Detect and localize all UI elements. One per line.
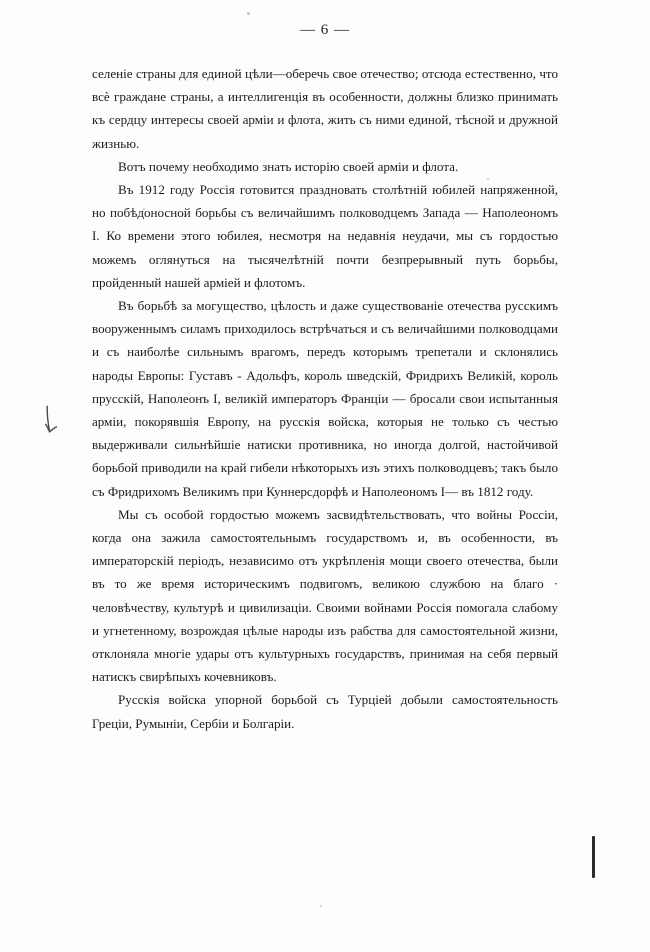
page-body-text bbox=[92, 62, 558, 735]
paper-speck bbox=[247, 12, 250, 15]
page-number: — 6 — bbox=[300, 22, 350, 38]
paragraph: Русскія войска упорной борьбой съ Турціей добыли самостоятельность Греціи, Румыніи, Сербіи и Болгаріи. bbox=[92, 692, 558, 731]
paragraph: селеніе страны для единой цѣли—оберечь свое отечество; отсюда естественно, что всѐ граждане страны, а интеллигенція въ особенности, должны близко принимать къ сердцу интересы своей арміи и флота, жить съ ними единой, тѣсной и дружной жизнью. bbox=[92, 66, 558, 151]
paragraph: Мы съ особой гордостью можемъ засвидѣтельствовать, что войны Россіи, когда она зажила самостоятельнымъ государствомъ и, въ особенности, въ императорскій періодъ, независимо отъ укрѣпленія мощи своего отечества, были въ то же время историческимъ подвигомъ, великою службою на благо · человѣчеству, культурѣ и цивилизаціи. Своими войнами Россія помогала слабому и угнетенному, возрождая цѣлые народы изъ рабства для самостоятельной жизни, отклоняла многіе удары отъ культурныхъ государствъ, принимая на себя первый натискъ свирѣпыхъ кочевниковъ. bbox=[92, 506, 558, 685]
margin-pen-mark-icon bbox=[40, 404, 63, 440]
paper-speck bbox=[320, 905, 322, 907]
paragraph: Въ 1912 году Россія готовится праздновать столѣтній юбилей напряженной, но побѣдоносной борьбы съ величайшимъ полководцемъ Запада — Наполеономъ I. Ко времени этого юбилея, несмотря на недавнія неудачи, мы съ гордостью можемъ оглянуться на тысячелѣтній почти безпрерывный путь борьбы, пройденный нашей арміей и флотомъ. bbox=[92, 182, 558, 290]
paragraph: Вотъ почему необходимо знать исторію своей арміи и флота. bbox=[118, 158, 459, 174]
edge-line-mark bbox=[592, 836, 595, 878]
paragraph: Въ борьбѣ за могущество, цѣлость и даже существованіе отечества русскимъ вооруженнымъ силамъ приходилось встрѣчаться и съ величайшими полководцами и съ наиболѣе сильнымъ врагомъ, передъ которымъ трепетали и склонялись народы Европы: Густавъ - Адольфъ, король шведскій, Фридрихъ Великій, король прусскій, Наполеонъ I, великій императоръ Франціи — бросали свои испытанныя арміи, покорявшія Европу, на русскія войска, которыя не только съ честью выдерживали сильнѣйшіе натиски противника, но иногда долгой, настойчивой борьбой приводили на край гибели нѣкоторыхъ изъ этихъ полководцевъ; такъ было съ Фридрихомъ Великимъ при Куннерсдорфѣ и Наполеономъ I— въ 1812 году. bbox=[92, 298, 558, 499]
